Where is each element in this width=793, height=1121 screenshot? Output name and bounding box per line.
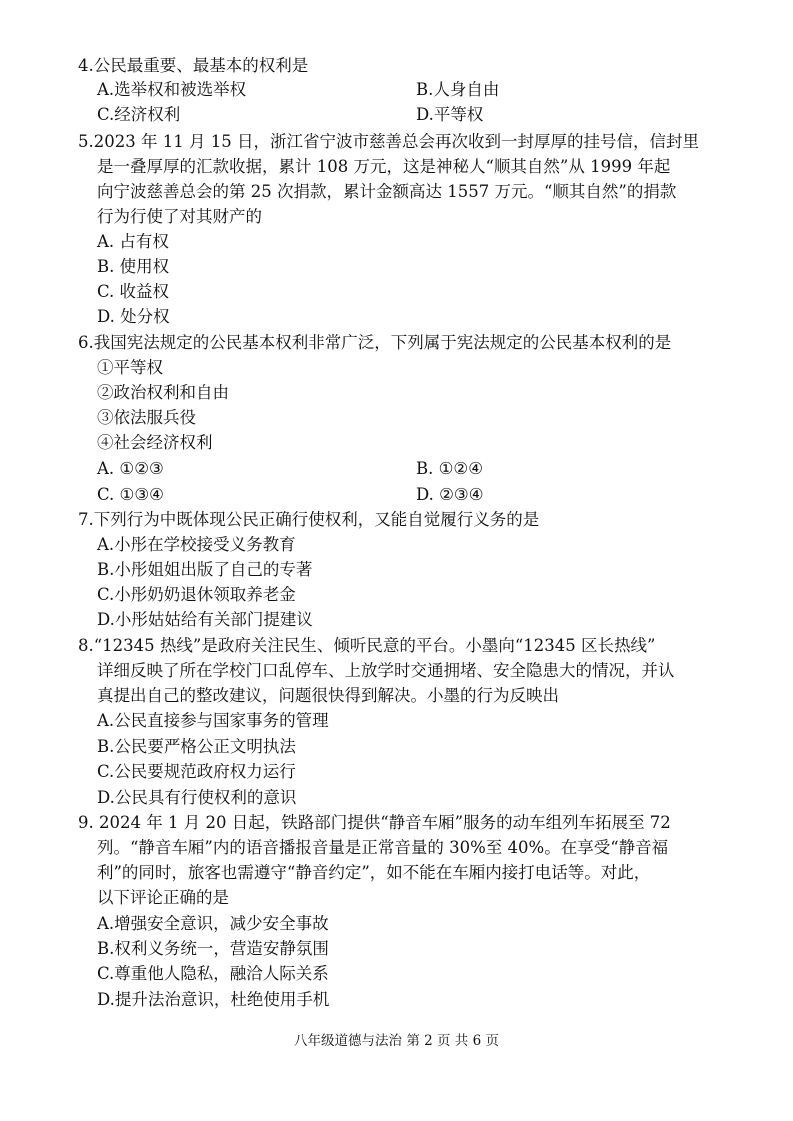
question-7-option-a: A.小彤在学校接受义务教育 — [97, 535, 296, 554]
question-9-option-d: D.提升法治意识，杜绝使用手机 — [97, 990, 330, 1009]
question-6-option-c: C. ①③④ — [97, 485, 164, 504]
question-7-option-b: B.小彤姐姐出版了自己的专著 — [97, 560, 313, 579]
question-5-stem-line-1: 5.2023 年 11 月 15 日，浙江省宁波市慈善总会再次收到一封厚厚的挂号信，信封里 — [78, 132, 699, 151]
question-6-option-d: D. ②③④ — [416, 485, 484, 504]
question-4-stem: 4.公民最重要、最基本的权利是 — [78, 56, 309, 75]
question-6-option-a: A. ①②③ — [97, 459, 164, 478]
question-6-item-4: ④社会经济权利 — [97, 433, 213, 452]
question-8-stem-line-3: 真提出自己的整改建议，问题很快得到解决。小墨的行为反映出 — [97, 686, 559, 705]
question-6-item-2: ②政治权利和自由 — [97, 383, 229, 402]
question-7-option-c: C.小彤奶奶退休领取养老金 — [97, 585, 296, 604]
question-9-stem-line-2: 列。“静音车厢”内的语音播报音量是正常音量的 30%至 40%。在享受“静音福 — [97, 838, 669, 857]
question-9-option-b: B.权利义务统一，营造安静氛围 — [97, 939, 329, 958]
question-5-stem-line-2: 是一叠厚厚的汇款收据，累计 108 万元，这是神秘人“顺其自然”从 1999 年起 — [97, 157, 671, 176]
question-4-option-a: A.选举权和被选举权 — [97, 80, 247, 99]
question-9-stem-line-3: 利”的同时，旅客也需遵守“静音约定”，如不能在车厢内接打电话等。对此， — [97, 863, 651, 882]
question-5-stem-line-4: 行为行使了对其财产的 — [97, 207, 262, 226]
question-9-stem-line-4: 以下评论正确的是 — [97, 888, 229, 907]
question-9-option-c: C.尊重他人隐私，融洽人际关系 — [97, 964, 329, 983]
question-4-option-b: B.人身自由 — [416, 80, 500, 99]
question-8-stem-line-2: 详细反映了所在学校门口乱停车、上放学时交通拥堵、安全隐患大的情况，并认 — [97, 661, 675, 680]
question-4-option-c: C.经济权利 — [97, 105, 181, 124]
question-6-item-3: ③依法服兵役 — [97, 408, 196, 427]
question-8-option-c: C.公民要规范政府权力运行 — [97, 762, 296, 781]
question-5-option-c: C. 收益权 — [97, 282, 170, 301]
question-8-option-a: A.公民直接参与国家事务的管理 — [97, 711, 329, 730]
question-4-option-d: D.平等权 — [416, 105, 484, 124]
question-5-option-b: B. 使用权 — [97, 257, 170, 276]
question-6-item-1: ①平等权 — [97, 358, 163, 377]
question-5-option-d: D. 处分权 — [97, 307, 170, 326]
question-5-stem-line-3: 向宁波慈善总会的第 25 次捐款，累计金额高达 1557 万元。“顺其自然”的捐款 — [97, 182, 677, 201]
question-7-option-d: D.小彤姑姑给有关部门提建议 — [97, 610, 313, 629]
question-8-stem-line-1: 8.“12345 热线”是政府关注民生、倾听民意的平台。小墨向“12345 区长热线” — [78, 636, 656, 655]
question-9-option-a: A.增强安全意识，减少安全事故 — [97, 914, 329, 933]
question-8-option-d: D.公民具有行使权利的意识 — [97, 788, 297, 807]
page-footer: 八年级道德与法治 第 2 页 共 6 页 — [294, 1033, 499, 1049]
question-6-option-b: B. ①②④ — [416, 459, 483, 478]
question-8-option-b: B.公民要严格公正文明执法 — [97, 737, 296, 756]
question-7-stem: 7.下列行为中既体现公民正确行使权利，又能自觉履行义务的是 — [78, 510, 540, 529]
question-6-stem: 6.我国宪法规定的公民基本权利非常广泛，下列属于宪法规定的公民基本权利的是 — [78, 333, 672, 352]
question-5-option-a: A. 占有权 — [97, 232, 169, 251]
question-9-stem-line-1: 9. 2024 年 1 月 20 日起，铁路部门提供“静音车厢”服务的动车组列车拓展至 72 — [78, 813, 671, 832]
